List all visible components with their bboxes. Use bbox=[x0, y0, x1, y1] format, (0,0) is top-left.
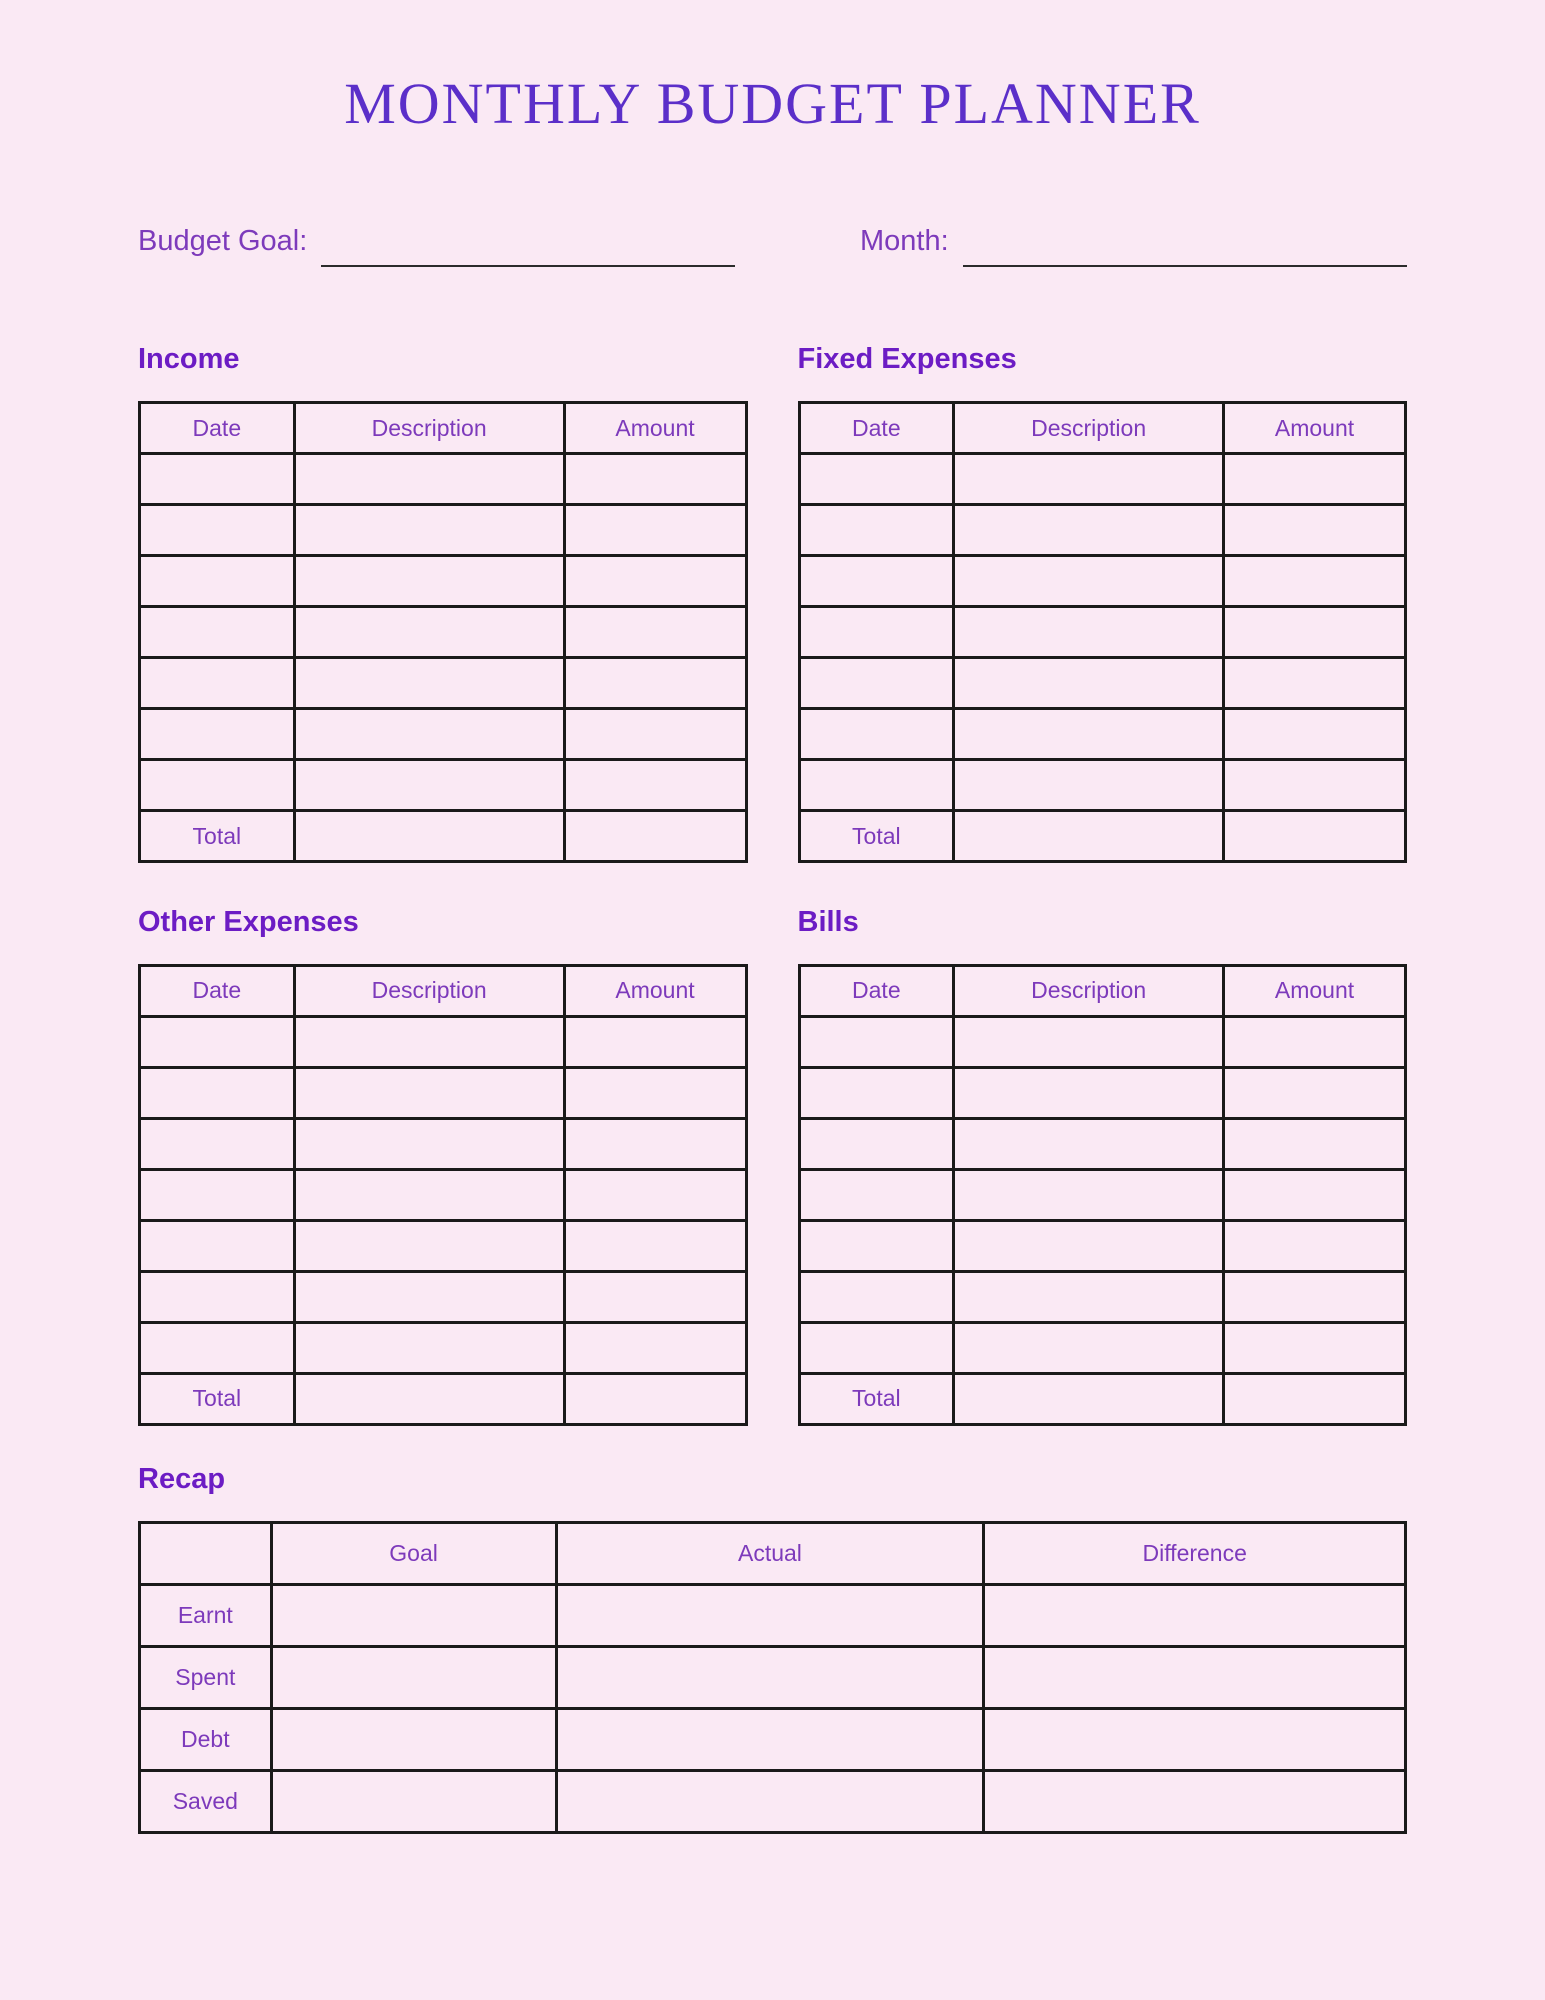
ledger-empty-cell bbox=[954, 1271, 1224, 1322]
other-expenses-total-label: Total bbox=[140, 1373, 295, 1424]
ledger-empty-cell bbox=[1224, 1271, 1406, 1322]
recap-table bbox=[138, 1521, 1407, 1834]
ledger-empty-cell bbox=[1224, 1169, 1406, 1220]
recap-debt-goal-cell bbox=[271, 1708, 556, 1770]
bills-total-label: Total bbox=[799, 1373, 954, 1424]
ledger-empty-cell bbox=[954, 709, 1224, 760]
ledger-empty-cell bbox=[1224, 760, 1406, 811]
ledger-empty-row bbox=[140, 454, 747, 505]
ledger-empty-row bbox=[799, 1067, 1406, 1118]
ledger-empty-cell bbox=[140, 1220, 295, 1271]
section-income bbox=[138, 342, 748, 863]
ledger-empty-cell bbox=[799, 505, 954, 556]
bills-header-row bbox=[799, 965, 1406, 1016]
ledger-empty-cell bbox=[140, 658, 295, 709]
ledger-empty-row bbox=[799, 556, 1406, 607]
section-bills bbox=[798, 905, 1408, 1426]
ledger-empty-cell bbox=[294, 760, 564, 811]
ledger-empty-cell bbox=[954, 1220, 1224, 1271]
ledger-empty-row bbox=[799, 454, 1406, 505]
ledger-empty-cell bbox=[799, 1220, 954, 1271]
ledger-empty-cell bbox=[954, 454, 1224, 505]
ledger-empty-cell bbox=[294, 505, 564, 556]
recap-row-earnt bbox=[140, 1584, 1406, 1646]
ledger-empty-cell bbox=[954, 760, 1224, 811]
budget-goal-blank-line bbox=[321, 265, 735, 267]
recap-spent-goal-cell bbox=[271, 1646, 556, 1708]
ledger-empty-cell bbox=[294, 1220, 564, 1271]
income-col-date: Date bbox=[140, 403, 295, 454]
ledger-empty-cell bbox=[1224, 454, 1406, 505]
recap-saved-goal-cell bbox=[271, 1770, 556, 1832]
fixed-expenses-header-row bbox=[799, 403, 1406, 454]
ledger-empty-row bbox=[799, 607, 1406, 658]
recap-debt-difference-cell bbox=[984, 1708, 1406, 1770]
ledger-empty-cell bbox=[564, 607, 746, 658]
ledger-empty-cell bbox=[564, 1220, 746, 1271]
bills-total-row bbox=[799, 1373, 1406, 1424]
ledger-empty-row bbox=[799, 1169, 1406, 1220]
ledger-empty-row bbox=[140, 1220, 747, 1271]
fixed-expenses-heading: Fixed Expenses bbox=[797, 343, 1017, 376]
recap-row-saved bbox=[140, 1770, 1406, 1832]
other-expenses-col-amount: Amount bbox=[564, 965, 746, 1016]
ledger-empty-cell bbox=[1224, 658, 1406, 709]
recap-header-row bbox=[140, 1522, 1406, 1584]
fill-in-fields-row bbox=[138, 225, 1407, 258]
budget-goal-field bbox=[138, 225, 735, 258]
income-heading: Income bbox=[138, 343, 240, 376]
recap-row-label: Saved bbox=[140, 1770, 272, 1832]
income-col-amount: Amount bbox=[564, 403, 746, 454]
ledger-empty-cell bbox=[799, 709, 954, 760]
ledger-empty-row bbox=[799, 658, 1406, 709]
recap-col-actual: Actual bbox=[556, 1522, 984, 1584]
ledger-empty-cell bbox=[140, 1118, 295, 1169]
recap-debt-actual-cell bbox=[556, 1708, 984, 1770]
ledger-empty-row bbox=[140, 1016, 747, 1067]
ledger-empty-cell bbox=[294, 1118, 564, 1169]
ledger-empty-cell bbox=[564, 1016, 746, 1067]
ledger-empty-row bbox=[140, 1169, 747, 1220]
section-other-expenses bbox=[138, 905, 748, 1426]
ledger-empty-row bbox=[140, 1067, 747, 1118]
ledger-empty-cell bbox=[564, 1271, 746, 1322]
recap-earnt-actual-cell bbox=[556, 1584, 984, 1646]
ledger-empty-cell bbox=[140, 556, 295, 607]
recap-row-label: Earnt bbox=[140, 1584, 272, 1646]
ledger-empty-cell bbox=[140, 1067, 295, 1118]
ledger-empty-cell bbox=[954, 658, 1224, 709]
recap-saved-difference-cell bbox=[984, 1770, 1406, 1832]
ledger-empty-cell bbox=[799, 1169, 954, 1220]
ledger-empty-cell bbox=[140, 709, 295, 760]
ledger-empty-cell bbox=[954, 1169, 1224, 1220]
recap-spent-actual-cell bbox=[556, 1646, 984, 1708]
other-expenses-total-amount-cell bbox=[564, 1373, 746, 1424]
ledger-empty-cell bbox=[564, 1118, 746, 1169]
other-expenses-col-description: Description bbox=[294, 965, 564, 1016]
ledger-empty-row bbox=[799, 1118, 1406, 1169]
bills-total-description-cell bbox=[954, 1373, 1224, 1424]
recap-row-label: Debt bbox=[140, 1708, 272, 1770]
ledger-empty-row bbox=[140, 556, 747, 607]
other-expenses-header-row bbox=[140, 965, 747, 1016]
recap-earnt-difference-cell bbox=[984, 1584, 1406, 1646]
bills-col-amount: Amount bbox=[1224, 965, 1406, 1016]
ledger-empty-cell bbox=[294, 658, 564, 709]
income-table bbox=[138, 401, 748, 863]
recap-row-label: Spent bbox=[140, 1646, 272, 1708]
month-field bbox=[860, 225, 1407, 258]
ledger-empty-cell bbox=[799, 607, 954, 658]
ledger-empty-cell bbox=[564, 709, 746, 760]
income-total-label: Total bbox=[140, 811, 295, 862]
ledger-empty-row bbox=[140, 709, 747, 760]
ledger-empty-cell bbox=[1224, 1067, 1406, 1118]
ledger-empty-cell bbox=[140, 1322, 295, 1373]
ledger-empty-cell bbox=[140, 454, 295, 505]
recap-spent-difference-cell bbox=[984, 1646, 1406, 1708]
other-expenses-total-row bbox=[140, 1373, 747, 1424]
recap-col-difference: Difference bbox=[984, 1522, 1406, 1584]
ledger-empty-cell bbox=[799, 1067, 954, 1118]
ledger-empty-cell bbox=[799, 1322, 954, 1373]
bills-col-description: Description bbox=[954, 965, 1224, 1016]
ledger-empty-cell bbox=[954, 1067, 1224, 1118]
ledger-empty-cell bbox=[294, 709, 564, 760]
ledger-empty-cell bbox=[294, 1271, 564, 1322]
ledger-empty-row bbox=[140, 760, 747, 811]
ledger-empty-cell bbox=[954, 1016, 1224, 1067]
fixed-expenses-table bbox=[798, 401, 1408, 863]
recap-corner-cell bbox=[140, 1522, 272, 1584]
ledger-empty-cell bbox=[1224, 1322, 1406, 1373]
ledger-empty-cell bbox=[294, 607, 564, 658]
ledger-empty-cell bbox=[294, 1169, 564, 1220]
ledger-empty-cell bbox=[140, 505, 295, 556]
ledger-empty-cell bbox=[954, 607, 1224, 658]
fixed-expenses-col-date: Date bbox=[799, 403, 954, 454]
income-total-amount-cell bbox=[564, 811, 746, 862]
ledger-empty-row bbox=[140, 1271, 747, 1322]
other-expenses-total-description-cell bbox=[294, 1373, 564, 1424]
section-recap bbox=[138, 1462, 1407, 1834]
income-total-description-cell bbox=[294, 811, 564, 862]
ledger-empty-row bbox=[799, 760, 1406, 811]
ledger-empty-cell bbox=[954, 1322, 1224, 1373]
ledger-empty-row bbox=[799, 709, 1406, 760]
ledger-empty-cell bbox=[140, 607, 295, 658]
ledger-empty-row bbox=[140, 1118, 747, 1169]
ledger-empty-cell bbox=[140, 1271, 295, 1322]
ledger-empty-cell bbox=[564, 760, 746, 811]
page-title: MONTHLY BUDGET PLANNER bbox=[344, 71, 1201, 136]
ledger-empty-cell bbox=[799, 1271, 954, 1322]
ledger-empty-cell bbox=[1224, 505, 1406, 556]
other-expenses-heading: Other Expenses bbox=[138, 906, 359, 939]
ledger-empty-cell bbox=[799, 658, 954, 709]
ledger-empty-cell bbox=[1224, 1016, 1406, 1067]
other-expenses-col-date: Date bbox=[140, 965, 295, 1016]
ledger-empty-cell bbox=[954, 556, 1224, 607]
ledger-empty-row bbox=[140, 658, 747, 709]
ledger-empty-row bbox=[140, 1322, 747, 1373]
ledger-empty-cell bbox=[140, 1169, 295, 1220]
ledger-sections-grid bbox=[138, 342, 1407, 1426]
ledger-empty-cell bbox=[564, 658, 746, 709]
ledger-empty-row bbox=[140, 505, 747, 556]
recap-row-debt bbox=[140, 1708, 1406, 1770]
other-expenses-table bbox=[138, 964, 748, 1426]
ledger-empty-cell bbox=[140, 760, 295, 811]
ledger-empty-cell bbox=[564, 1067, 746, 1118]
ledger-empty-cell bbox=[799, 556, 954, 607]
ledger-empty-cell bbox=[799, 1118, 954, 1169]
ledger-empty-cell bbox=[1224, 709, 1406, 760]
ledger-empty-cell bbox=[799, 760, 954, 811]
ledger-empty-cell bbox=[1224, 556, 1406, 607]
ledger-empty-cell bbox=[799, 454, 954, 505]
fixed-expenses-col-description: Description bbox=[954, 403, 1224, 454]
bills-table bbox=[798, 964, 1408, 1426]
ledger-empty-cell bbox=[564, 556, 746, 607]
fixed-expenses-col-amount: Amount bbox=[1224, 403, 1406, 454]
ledger-empty-row bbox=[799, 505, 1406, 556]
ledger-empty-cell bbox=[294, 454, 564, 505]
fixed-expenses-total-label: Total bbox=[799, 811, 954, 862]
recap-row-spent bbox=[140, 1646, 1406, 1708]
bills-total-amount-cell bbox=[1224, 1373, 1406, 1424]
recap-heading: Recap bbox=[138, 1462, 226, 1495]
section-fixed-expenses bbox=[798, 342, 1408, 863]
ledger-empty-cell bbox=[294, 556, 564, 607]
ledger-empty-cell bbox=[954, 505, 1224, 556]
fixed-expenses-total-description-cell bbox=[954, 811, 1224, 862]
budget-goal-label: Budget Goal: bbox=[138, 225, 308, 257]
income-header-row bbox=[140, 403, 747, 454]
ledger-empty-cell bbox=[1224, 1118, 1406, 1169]
ledger-empty-row bbox=[799, 1322, 1406, 1373]
recap-earnt-goal-cell bbox=[271, 1584, 556, 1646]
ledger-empty-cell bbox=[140, 1016, 295, 1067]
ledger-empty-cell bbox=[294, 1322, 564, 1373]
ledger-empty-row bbox=[799, 1271, 1406, 1322]
ledger-empty-row bbox=[140, 607, 747, 658]
ledger-empty-cell bbox=[564, 1322, 746, 1373]
recap-col-goal: Goal bbox=[271, 1522, 556, 1584]
ledger-empty-row bbox=[799, 1016, 1406, 1067]
ledger-empty-cell bbox=[294, 1067, 564, 1118]
ledger-empty-cell bbox=[564, 505, 746, 556]
bills-heading: Bills bbox=[797, 906, 859, 939]
month-label: Month: bbox=[860, 225, 949, 257]
recap-saved-actual-cell bbox=[556, 1770, 984, 1832]
ledger-empty-cell bbox=[564, 454, 746, 505]
month-blank-line bbox=[963, 265, 1407, 267]
ledger-empty-cell bbox=[799, 1016, 954, 1067]
ledger-empty-cell bbox=[294, 1016, 564, 1067]
bills-col-date: Date bbox=[799, 965, 954, 1016]
ledger-empty-cell bbox=[564, 1169, 746, 1220]
fixed-expenses-total-amount-cell bbox=[1224, 811, 1406, 862]
fixed-expenses-total-row bbox=[799, 811, 1406, 862]
income-col-description: Description bbox=[294, 403, 564, 454]
ledger-empty-cell bbox=[1224, 1220, 1406, 1271]
income-total-row bbox=[140, 811, 747, 862]
ledger-empty-cell bbox=[954, 1118, 1224, 1169]
ledger-empty-cell bbox=[1224, 607, 1406, 658]
ledger-empty-row bbox=[799, 1220, 1406, 1271]
